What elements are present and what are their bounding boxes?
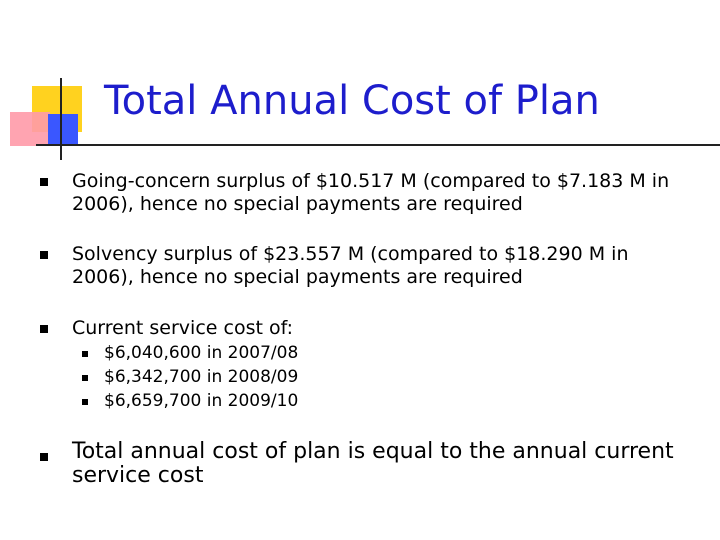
logo-blue-square (48, 114, 78, 144)
bullet-marker-icon (40, 178, 48, 186)
bullet-item-1: Going-concern surplus of $10.517 M (compared to $7.183 M in 2006), hence no special payments are required (72, 170, 670, 215)
logo-vertical-line (60, 78, 62, 160)
slide-title: Total Annual Cost of Plan (104, 78, 600, 124)
sub-bullet-item-2: $6,342,700 in 2008/09 (104, 367, 299, 387)
bullet-item-2: Solvency surplus of $23.557 M (compared to $18.290 M in 2006), hence no special payments are required (72, 243, 629, 288)
title-underline (36, 144, 720, 146)
sub-bullet-marker-icon (82, 375, 88, 381)
bullet-item-4: Total annual cost of plan is equal to the annual current service cost (72, 439, 674, 488)
sub-bullet-item-1: $6,040,600 in 2007/08 (104, 343, 299, 363)
bullet-marker-icon (40, 453, 48, 461)
logo-red-square (10, 112, 50, 146)
sub-bullet-marker-icon (82, 399, 88, 405)
sub-bullet-item-3: $6,659,700 in 2009/10 (104, 391, 299, 411)
sub-bullet-marker-icon (82, 351, 88, 357)
bullet-marker-icon (40, 251, 48, 259)
bullet-marker-icon (40, 325, 48, 333)
bullet-item-3: Current service cost of: (72, 317, 293, 339)
